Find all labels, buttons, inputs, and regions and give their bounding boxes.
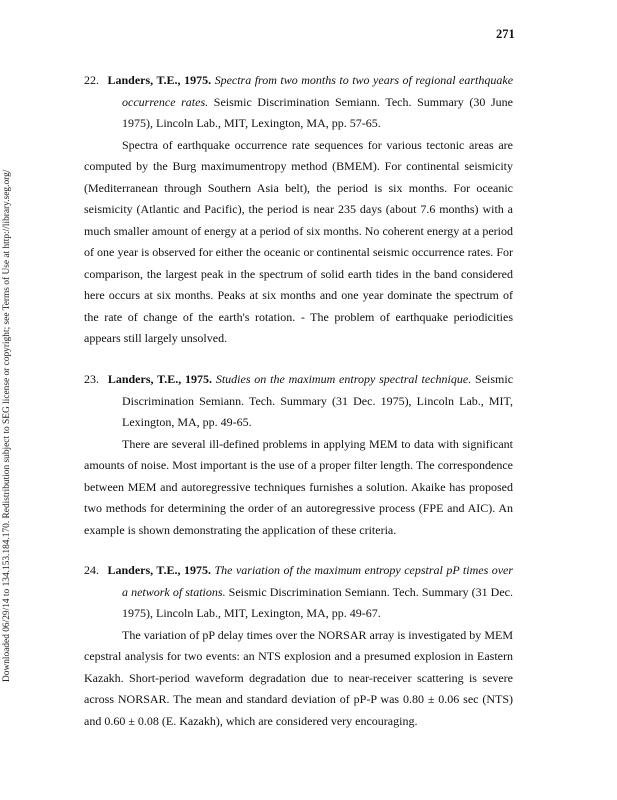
- entry-author: Landers, T.E.,: [107, 563, 181, 577]
- citation: [84, 560, 513, 625]
- entry-author: Landers, T.E.,: [107, 372, 182, 386]
- entry-year: 1975.: [184, 73, 212, 87]
- citation: [84, 369, 513, 434]
- entry-source: Seismic Discrimination Semiann. Tech. Summary (30 June 1975), Lincoln Lab., MIT, Lexington, MA, pp. 57-65.: [122, 94, 513, 130]
- entry-source: Seismic Discrimination Semiann. Tech. Summary (31 Dec. 1975), Lincoln Lab., MIT, Lexington, MA, pp. 49-67.: [122, 584, 514, 620]
- entry-year: 1975.: [185, 372, 213, 386]
- download-notice: Downloaded 06/29/14 to 134.153.184.170. Redistribution subject to SEG license or copyright; see Terms of Use at http://library.seg.org/: [2, 169, 12, 682]
- entry-title: The variation of the maximum entropy cepstral pP times over a network of stations.: [122, 563, 514, 599]
- entry-abstract: There are several ill-defined problems in applying MEM to data with significant amounts of noise. Most important is the use of a proper filter length. The correspondence between MEM and autoregressive techniques furnishes a solution. Akaike has proposed two methods for determining the order of an autoregressive process (FPE and AIC). An example is shown demonstrating the application of these criteria.: [84, 436, 513, 537]
- bibliography-entry-24: [84, 560, 513, 732]
- entry-abstract: Spectra of earthquake occurrence rate sequences for various tectonic areas are computed by the Burg maximumentropy method (BMEM). For continental seismicity (Mediterranean through Southern Asia belt), the period is six months. For oceanic seismicity (Atlantic and Pacific), the period is near 235 days (about 7.6 months) with a much smaller amount of energy at a period of six months. No coherent energy at a period of one year is observed for either the oceanic or continental seismic occurrence rates. For comparison, the largest peak in the spectrum of solid earth tides in the band considered here occurs at six months. Peaks at six months and one year dominate the spectrum of the rate of change of the earth's rotation. - The problem of earthquake periodicities appears still largely unsolved.: [84, 137, 513, 345]
- bibliography-entry-22: [84, 70, 513, 350]
- entry-number: 23.: [84, 372, 99, 386]
- entry-abstract: The variation of pP delay times over the NORSAR array is investigated by MEM cepstral analysis for two events: an NTS explosion and a presumed explosion in Eastern Kazakh. Short-period waveform degradation due to near-receiver scattering is severe across NORSAR. The mean and standard deviation of pP-P was 0.80 ± 0.06 sec (NTS) and 0.60 ± 0.08 (E. Kazakh), which are considered very encouraging.: [84, 627, 513, 728]
- entry-year: 1975.: [184, 563, 212, 577]
- citation: [84, 70, 513, 135]
- entry-number: 24.: [84, 563, 99, 577]
- entry-author: Landers, T.E.,: [107, 73, 181, 87]
- entry-title: Spectra from two months to two years of regional earthquake occurrence rates.: [122, 73, 514, 109]
- entry-source: Seismic Discrimination Semiann. Tech. Summary (31 Dec. 1975), Lincoln Lab., MIT, Lexington, MA, pp. 49-65.: [122, 372, 514, 429]
- page-number: 271: [496, 27, 515, 41]
- entry-title: Studies on the maximum entropy spectral technique.: [215, 372, 472, 386]
- bibliography-entry-23: [84, 369, 513, 541]
- entry-number: 22.: [84, 73, 99, 87]
